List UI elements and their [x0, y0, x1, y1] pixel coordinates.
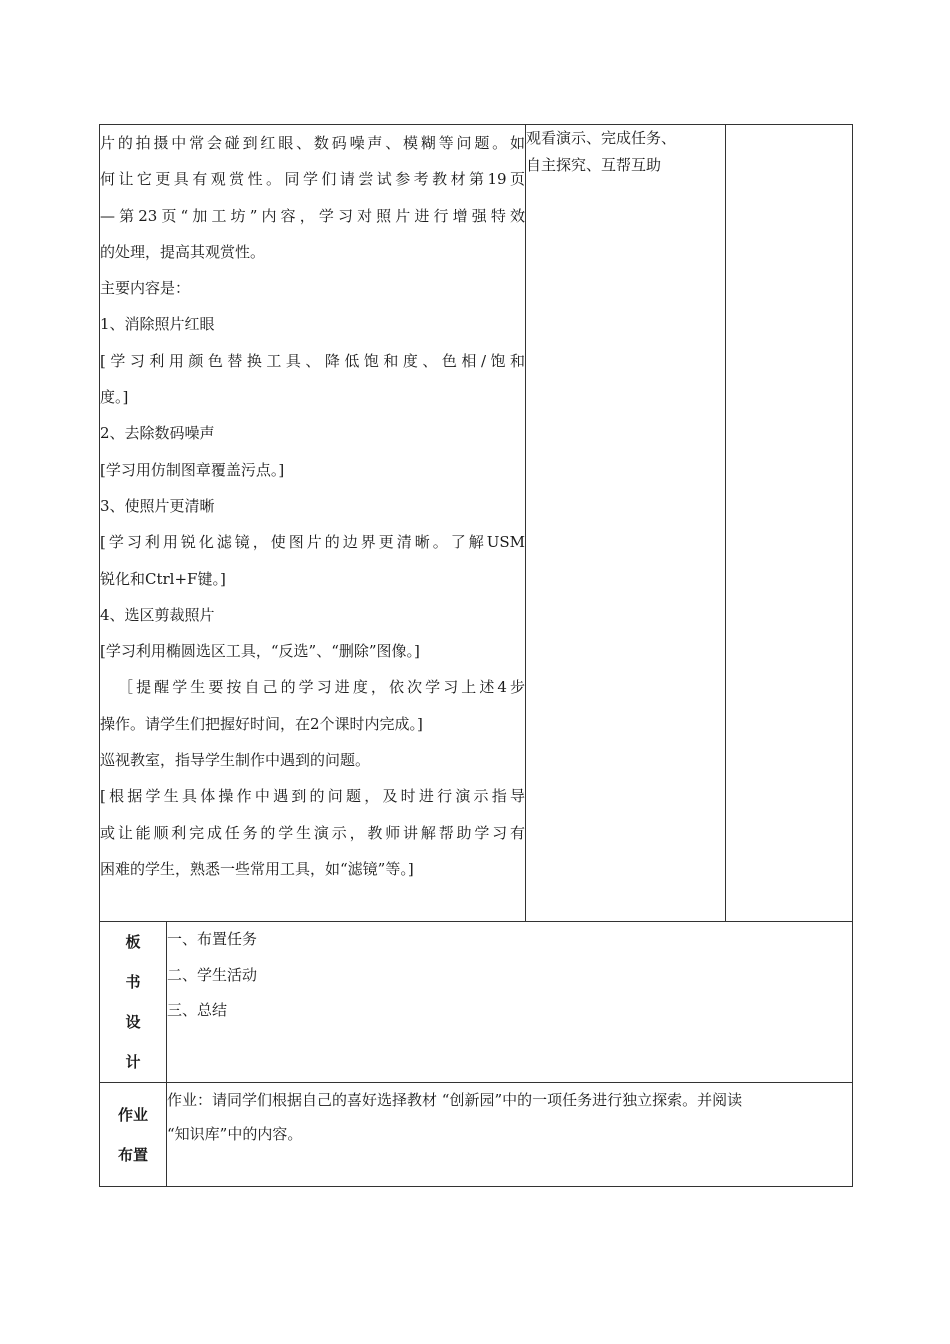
board-design-label: 设计: [125, 1013, 155, 1071]
teaching-line: [学习用仿制图章覆盖污点。]: [100, 460, 285, 479]
student-activity-line: 观看演示、完成任务、: [526, 129, 677, 147]
teaching-line: —第23页“加工坊”内容，学习对照片进行增强特效: [100, 206, 526, 225]
process-row: [100, 125, 853, 922]
teaching-line: [根据学生具体操作中遇到的问题，及时进行演示指导: [100, 787, 526, 806]
teaching-line: 3、使照片更清晰: [100, 496, 215, 515]
homework-label: 作业: [117, 1105, 148, 1124]
teaching-content-cell: [100, 125, 526, 922]
teaching-line: [学习利用椭圆选区工具，“反选”、“删除”图像。]: [100, 642, 420, 661]
teaching-line: [学习利用颜色替换工具、降低饱和度、色相/饱和: [100, 351, 526, 370]
board-item: 一、布置任务: [167, 930, 258, 948]
homework-row: [100, 1083, 853, 1187]
board-item: 三、总结: [167, 1001, 228, 1019]
board-design-row: [100, 922, 853, 1083]
homework-label: 布置: [117, 1145, 148, 1164]
teaching-line: 片的拍摄中常会碰到红眼、数码噪声、模糊等问题。如: [100, 134, 526, 152]
board-design-label: 板书: [125, 933, 155, 991]
lesson-plan-table: [99, 124, 853, 1187]
student-activity-line: 自主探究、互帮互助: [526, 156, 662, 174]
teaching-line: 度。]: [100, 388, 129, 407]
homework-line: 作业：请同学们根据自己的喜好选择教材 “创新园”中的一项任务进行独立探索。并阅读: [167, 1091, 743, 1109]
student-activity-cell: [526, 125, 726, 922]
teaching-line: 锐化和Ctrl+F键。]: [100, 569, 226, 588]
teaching-line: 2、去除数码噪声: [100, 424, 215, 443]
teaching-line: 或让能顺利完成任务的学生演示，教师讲解帮助学习有: [100, 823, 526, 842]
homework-content-cell: [167, 1083, 853, 1187]
teaching-line: [学习利用锐化滤镜，使图片的边界更清晰。了解USM: [100, 533, 526, 552]
teaching-line: 4、选区剪裁照片: [100, 605, 215, 624]
teaching-line: 困难的学生，熟悉一些常用工具，如“滤镜”等。]: [100, 859, 414, 878]
notes-cell: [726, 125, 853, 922]
board-design-content-cell: [167, 922, 853, 1083]
teaching-line: 巡视教室，指导学生制作中遇到的问题。: [100, 751, 371, 770]
board-design-label-cell: [100, 922, 167, 1083]
teaching-line: 1、消除照片红眼: [100, 315, 215, 334]
teaching-line: 的处理，提高其观赏性。: [100, 242, 266, 261]
board-item: 二、学生活动: [167, 965, 258, 984]
teaching-line: ［提醒学生要按自己的学习进度，依次学习上述4步: [118, 678, 526, 697]
teaching-line: 主要内容是：: [100, 279, 191, 298]
teaching-line: 何让它更具有观赏性。同学们请尝试参考教材第19页: [100, 170, 526, 189]
homework-line: “知识库”中的内容。: [167, 1125, 303, 1143]
homework-label-cell: [100, 1083, 167, 1187]
teaching-line: 操作。请学生们把握好时间，在2个课时内完成。]: [100, 714, 423, 733]
